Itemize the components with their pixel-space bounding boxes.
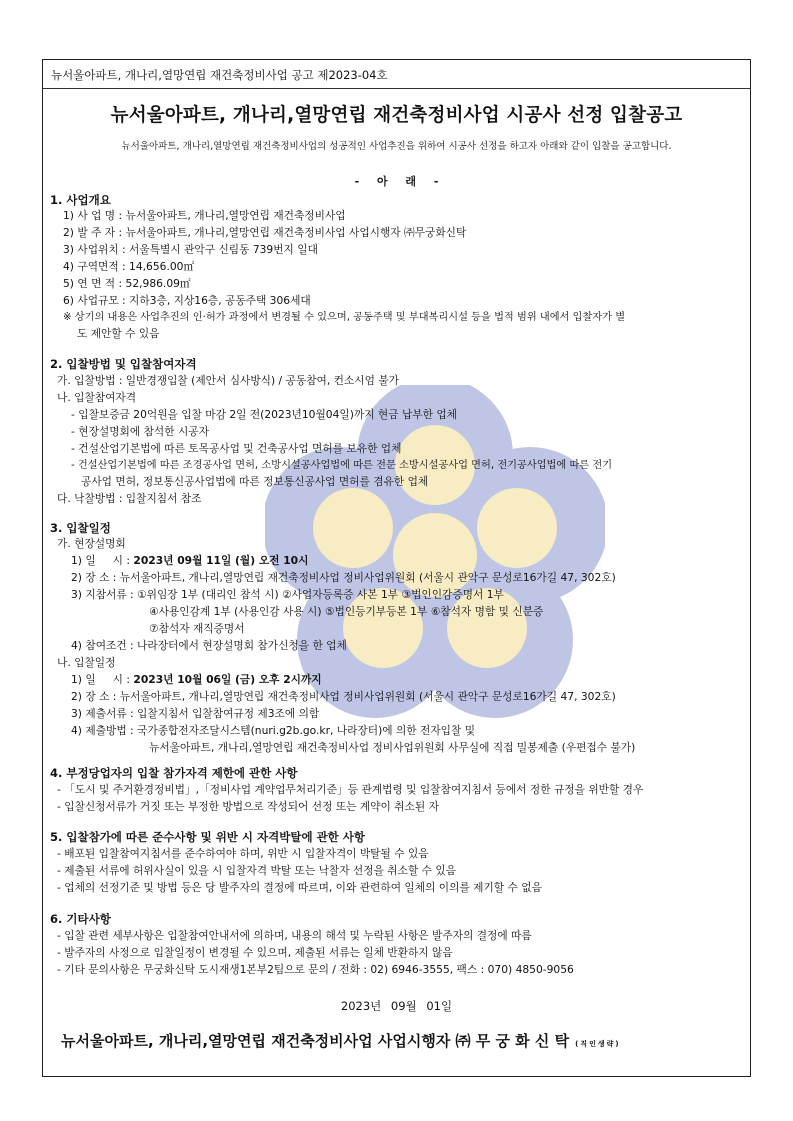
issuer-line <box>61 1030 621 1051</box>
s6-line: - 발주자의 사정으로 입찰일정이 변경될 수 있으며, 제출된 서류는 일체 반환하지 않음 <box>57 946 453 959</box>
s3-label: 1) 일 시 : <box>71 673 134 686</box>
s2-line: - 현장설명회에 참석한 시공자 <box>71 425 209 438</box>
s2-line: 나. 입찰참여자격 <box>57 391 137 404</box>
notice-number: 뉴서울아파트, 개나리,열망연립 재건축정비사업 공고 제2023-04호 <box>51 68 388 82</box>
s2-line: 공사업 면허, 정보통신공사업법에 따른 정보통신공사업 면허를 겸유한 업체 <box>81 475 429 488</box>
s2-line: - 건설산업기본법에 따른 조경공사업 면허, 소방시설공사업법에 따른 전문 소방시설공사업 면허, 전기공사업법에 따른 전기 <box>71 460 613 471</box>
s1-note: ※ 상기의 내용은 사업추진의 인·허가 과정에서 변경될 수 있으며, 공동주택 및 부대복리시설 등을 법적 범위 내에서 입찰자가 별 <box>63 312 626 323</box>
s3-line <box>71 553 308 569</box>
s3-line: 2) 장 소 : 뉴서울아파트, 개나리,열망연립 재건축정비사업 정비사업위원회 (서울시 관악구 문성로16가길 47, 302호) <box>71 571 616 584</box>
s5-line: - 업체의 선정기준 및 방법 등은 당 발주자의 결정에 따르며, 이와 관련하여 일체의 이의를 제기할 수 없음 <box>57 881 542 894</box>
section-3-heading: 3. 입찰일정 <box>50 521 111 535</box>
s2-line: 가. 입찰방법 : 일반경쟁입찰 (제안서 심사방식) / 공동참여, 컨소시엄 불가 <box>57 374 399 387</box>
s6-line: - 입찰 관련 세부사항은 입찰참여안내서에 의하며, 내용의 해석 및 누락된 사항은 발주자의 결정에 따름 <box>57 929 532 942</box>
section-4-heading: 4. 부정당업자의 입찰 참가자격 제한에 관한 사항 <box>50 766 298 780</box>
intro-text: 뉴서울아파트, 개나리,열망연립 재건축정비사업의 성공적인 사업추진을 위하여 시공사 선정을 하고자 아래와 같이 입찰을 공고합니다. <box>121 141 672 152</box>
s5-line: - 제출된 서류에 허위사실이 있을 시 입찰자격 박탈 또는 낙찰자 선정을 취소할 수 있음 <box>57 864 457 877</box>
s2-line: - 입찰보증금 20억원을 입찰 마감 2일 전(2023년10월04일)까지 현금 납부한 업체 <box>71 408 457 421</box>
s1-line: 6) 사업규모 : 지하3층, 지상16층, 공동주택 306세대 <box>63 294 311 307</box>
notice-date: 2023년 09월 01일 <box>340 999 453 1013</box>
s3-line: 4) 참여조건 : 나라장터에서 현장설명회 참가신청을 한 업체 <box>71 639 347 652</box>
s2-line: 다. 낙찰방법 : 입찰지침서 참조 <box>57 492 202 505</box>
s1-line: 4) 구역면적 : 14,656.00㎡ <box>63 260 195 273</box>
s3-line: ⑦참석자 재직증명서 <box>149 622 245 635</box>
ara-heading: - 아 래 - <box>354 175 439 188</box>
s3-line: 뉴서울아파트, 개나리,열망연립 재건축정비사업 정비사업위원회 사무실에 직접 밀봉제출 (우편접수 불가) <box>149 741 636 754</box>
s4-line: - 입찰신청서류가 거짓 또는 부정한 방법으로 작성되어 선정 또는 계약이 취소된 자 <box>57 800 439 813</box>
notice-frame <box>42 59 751 1077</box>
s4-line: - 「도시 및 주거환경정비법」,「정비사업 계약업무처리기준」등 관계법령 및 입찰참여지침서 등에서 정한 규정을 위반할 경우 <box>57 783 644 796</box>
s3-line: 4) 제출방법 : 국가종합전자조달시스템(nuri.g2b.go.kr, 나라장터)에 의한 전자입찰 및 <box>71 724 476 737</box>
s2-line: - 건설산업기본법에 따른 토목공사업 및 건축공사업 면허를 보유한 업체 <box>71 442 402 455</box>
s3-line <box>71 672 322 688</box>
s3-sub-heading: 나. 입찰일정 <box>57 656 116 669</box>
s5-line: - 배포된 입찰참여지침서를 준수하여야 하며, 위반 시 입찰자격이 박탈될 수 있음 <box>57 847 429 860</box>
section-2-heading: 2. 입찰방법 및 입찰참여자격 <box>50 357 197 371</box>
s1-note: 도 제안할 수 있음 <box>77 327 160 340</box>
s6-line: - 기타 문의사항은 무궁화신탁 도시재생1본부2팀으로 문의 / 전화 : 02) 6946-3555, 팩스 : 070) 4850-9056 <box>57 963 574 976</box>
s1-line: 3) 사업위치 : 서울특별시 관악구 신림동 739번지 일대 <box>63 243 318 256</box>
s3-label: 1) 일 시 : <box>71 554 134 567</box>
s3-sub-heading: 가. 현장설명회 <box>57 537 126 550</box>
issuer-name: 뉴서울아파트, 개나리,열망연립 재건축정비사업 사업시행자 ㈜ 무 궁 화 신 탁 <box>61 1032 570 1050</box>
s3-line: ④사용인감계 1부 (사용인감 사용 시) ⑤법인등기부등본 1부 ⑥참석자 명함 및 신분증 <box>149 605 544 618</box>
s3-line: 3) 제출서류 : 입찰지침서 입찰참여규정 제3조에 의함 <box>71 707 320 720</box>
section-6-heading: 6. 기타사항 <box>50 912 111 926</box>
section-5-heading: 5. 입찰참가에 따른 준수사항 및 위반 시 자격박탈에 관한 사항 <box>50 830 366 844</box>
s3-value: 2023년 09월 11일 (월) 오전 10시 <box>133 554 309 567</box>
s3-value: 2023년 10월 06일 (금) 오후 2시까지 <box>133 673 322 686</box>
page-title: 뉴서울아파트, 개나리,열망연립 재건축정비사업 시공사 선정 입찰공고 <box>110 105 683 126</box>
section-1-heading: 1. 사업개요 <box>50 193 111 207</box>
header-divider <box>43 88 750 89</box>
s1-line: 2) 발 주 자 : 뉴서울아파트, 개나리,열망연립 재건축정비사업 사업시행자 ㈜무궁화신탁 <box>63 226 467 239</box>
s1-line: 5) 연 면 적 : 52,986.09㎡ <box>63 277 191 290</box>
seal-omitted-note: (직인생략) <box>575 1040 621 1048</box>
s1-line: 1) 사 업 명 : 뉴서울아파트, 개나리,열망연립 재건축정비사업 <box>63 209 346 222</box>
s3-line: 2) 장 소 : 뉴서울아파트, 개나리,열망연립 재건축정비사업 정비사업위원회 (서울시 관악구 문성로16가길 47, 302호) <box>71 690 616 703</box>
s3-line: 3) 지참서류 : ①위임장 1부 (대리인 참석 시) ②사업자등록증 사본 1부 ③법인인감증명서 1부 <box>71 588 504 601</box>
